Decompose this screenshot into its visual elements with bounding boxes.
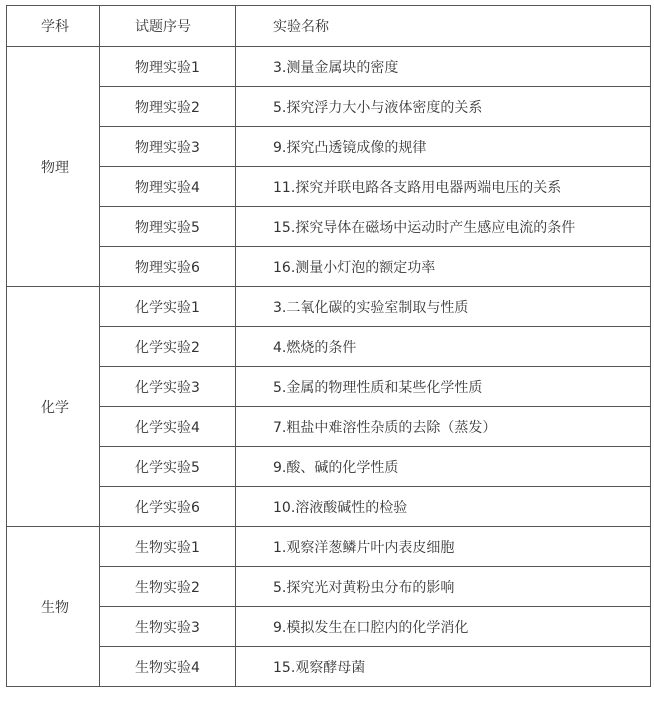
table-row [7,607,651,647]
header-subject: 学科 [7,6,100,47]
experiment-name-cell: 9.酸、碱的化学性质 [236,447,651,487]
subject-cell: 化学 [7,287,100,527]
table-row [7,647,651,687]
subject-cell: 生物 [7,527,100,687]
table-header [7,6,651,47]
table-row [7,447,651,487]
index-cell: 化学实验6 [100,487,236,527]
index-cell: 化学实验2 [100,327,236,367]
table-row [7,47,651,87]
experiment-name-cell: 1.观察洋葱鳞片叶内表皮细胞 [236,527,651,567]
index-cell: 生物实验4 [100,647,236,687]
experiment-name-cell: 11.探究并联电路各支路用电器两端电压的关系 [236,167,651,207]
index-cell: 生物实验3 [100,607,236,647]
experiment-name-cell: 10.溶液酸碱性的检验 [236,487,651,527]
table-row [7,287,651,327]
table-row [7,407,651,447]
index-cell: 物理实验2 [100,87,236,127]
header-index: 试题序号 [100,6,236,47]
index-cell: 化学实验4 [100,407,236,447]
index-cell: 化学实验5 [100,447,236,487]
index-cell: 物理实验6 [100,247,236,287]
table-body [7,47,651,687]
table-row [7,167,651,207]
table-row [7,527,651,567]
experiment-name-cell: 15.探究导体在磁场中运动时产生感应电流的条件 [236,207,651,247]
experiment-name-cell: 5.探究浮力大小与液体密度的关系 [236,87,651,127]
table-row [7,327,651,367]
experiment-name-cell: 3.二氧化碳的实验室制取与性质 [236,287,651,327]
experiment-name-cell: 4.燃烧的条件 [236,327,651,367]
experiment-name-cell: 5.金属的物理性质和某些化学性质 [236,367,651,407]
table-row [7,207,651,247]
index-cell: 生物实验2 [100,567,236,607]
table-row [7,247,651,287]
table-row [7,487,651,527]
index-cell: 生物实验1 [100,527,236,567]
header-name: 实验名称 [236,6,651,47]
index-cell: 化学实验3 [100,367,236,407]
experiment-name-cell: 9.模拟发生在口腔内的化学消化 [236,607,651,647]
index-cell: 物理实验3 [100,127,236,167]
experiment-name-cell: 3.测量金属块的密度 [236,47,651,87]
index-cell: 化学实验1 [100,287,236,327]
table-row [7,127,651,167]
index-cell: 物理实验1 [100,47,236,87]
experiment-table [6,5,651,687]
header-row [7,6,651,47]
table-row [7,367,651,407]
experiment-name-cell: 7.粗盐中难溶性杂质的去除（蒸发） [236,407,651,447]
experiment-name-cell: 16.测量小灯泡的额定功率 [236,247,651,287]
index-cell: 物理实验4 [100,167,236,207]
experiment-name-cell: 9.探究凸透镜成像的规律 [236,127,651,167]
experiment-name-cell: 5.探究光对黄粉虫分布的影响 [236,567,651,607]
subject-cell: 物理 [7,47,100,287]
index-cell: 物理实验5 [100,207,236,247]
table-row [7,567,651,607]
experiment-name-cell: 15.观察酵母菌 [236,647,651,687]
table-row [7,87,651,127]
